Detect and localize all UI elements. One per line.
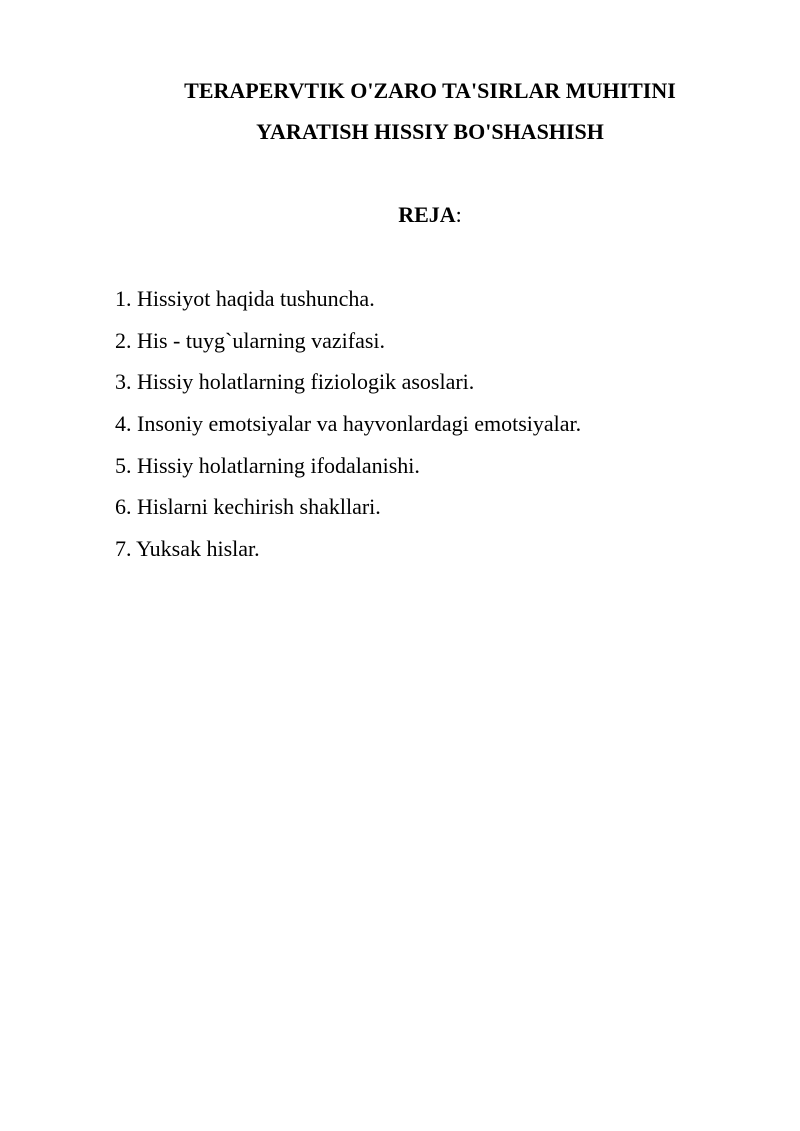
document-title-line-2: YARATISH HISSIY BO'SHASHISH [256, 119, 604, 144]
plan-item: 7. Yuksak hislar. [115, 536, 260, 562]
plan-item: 6. Hislarni kechirish shakllari. [115, 494, 381, 520]
plan-list [115, 286, 581, 578]
plan-item: 3. Hissiy holatlarning fiziologik asoslari. [115, 369, 475, 395]
plan-item: 1. Hissiyot haqida tushuncha. [115, 286, 375, 311]
plan-heading [110, 202, 750, 228]
plan-item: 5. Hissiy holatlarning ifodalanishi. [115, 452, 420, 478]
plan-item: 2. His - tuyg`ularning vazifasi. [115, 327, 386, 353]
document-title-line-1: TERAPERVTIK O'ZARO TA'SIRLAR MUHITINI [184, 78, 676, 103]
plan-heading-colon: : [455, 202, 462, 227]
plan-heading-text: REJA [398, 202, 456, 227]
plan-item: 4. Insoniy emotsiyalar va hayvonlardagi emotsiyalar. [115, 411, 582, 437]
